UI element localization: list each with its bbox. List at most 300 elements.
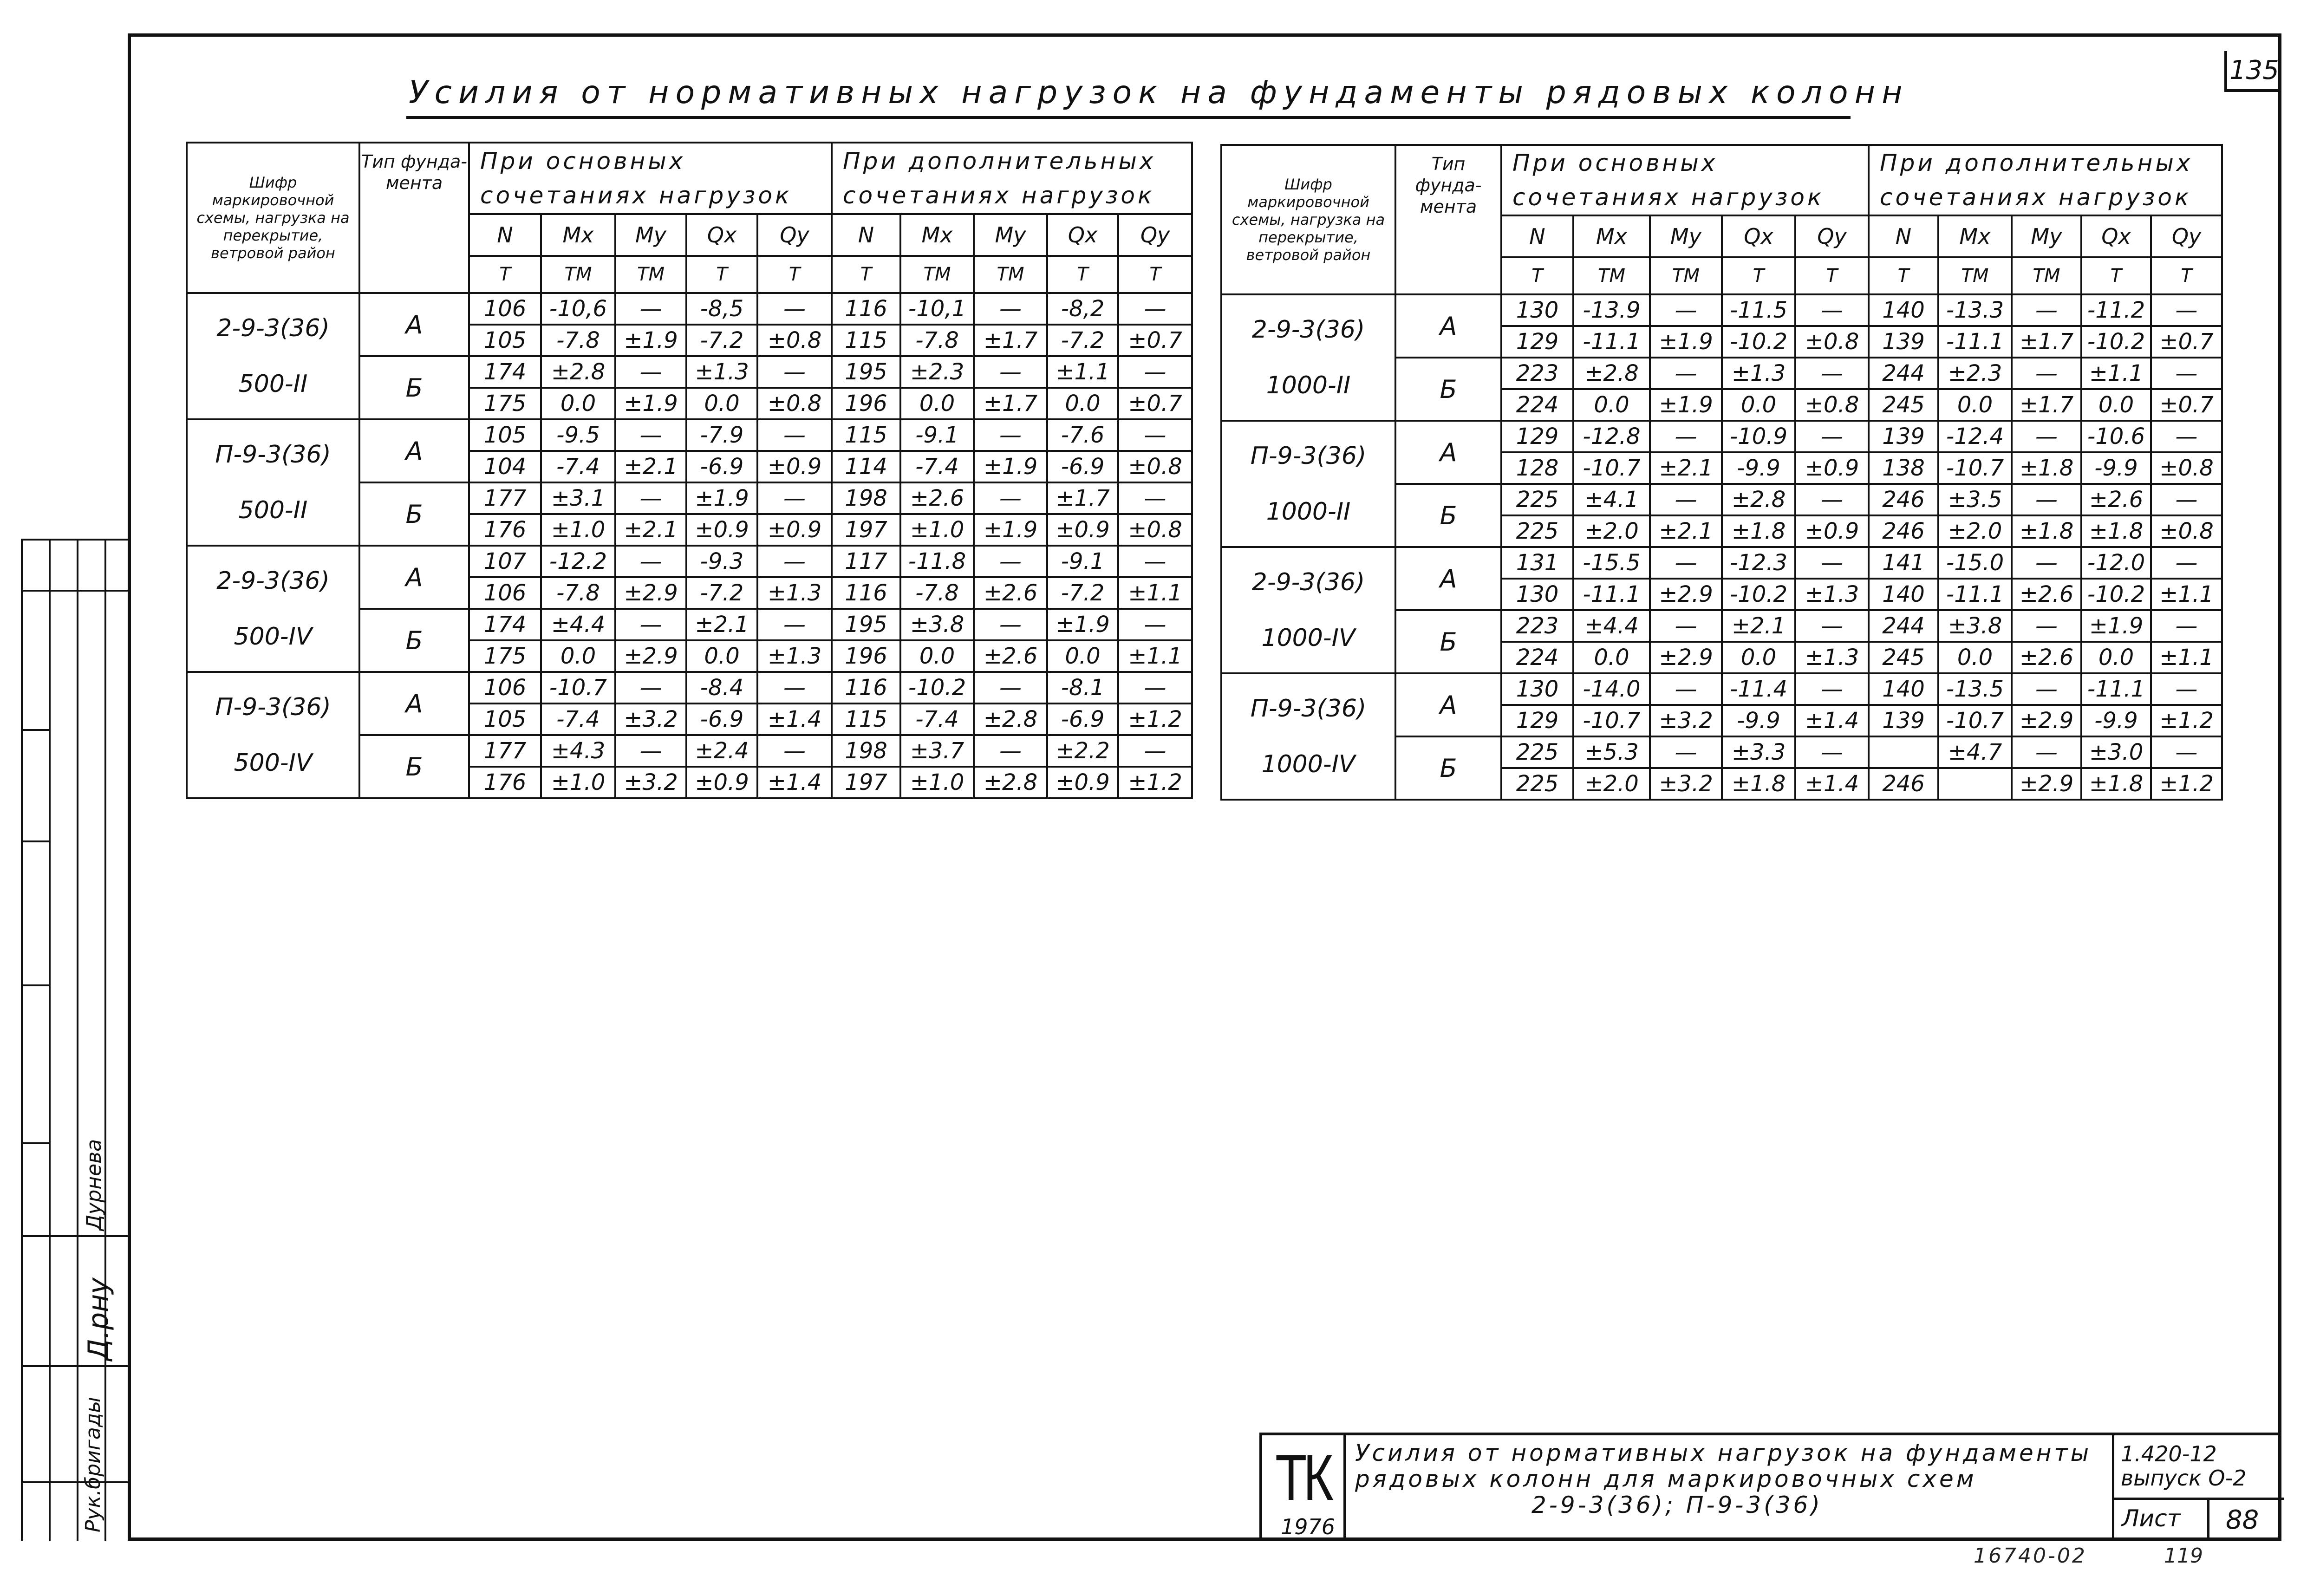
value-cell: — bbox=[615, 356, 686, 388]
value-cell: ±2.3 bbox=[1938, 358, 2012, 389]
value-cell: -7.4 bbox=[900, 451, 974, 482]
scheme-cell bbox=[1221, 673, 1395, 800]
foundation-type: А bbox=[1395, 673, 1501, 736]
value-cell: 140 bbox=[1869, 673, 1938, 705]
scheme-cell bbox=[187, 419, 359, 546]
value-cell: ±3.2 bbox=[1650, 768, 1722, 800]
value-cell: -7.9 bbox=[686, 419, 757, 451]
value-cell: ±2.6 bbox=[2081, 484, 2151, 515]
header-additional-combinations: При дополнительных сочетаниях нагрузок bbox=[1869, 145, 2222, 215]
description-line-2: рядовых колонн для маркировочных схем bbox=[1355, 1466, 1977, 1492]
value-cell bbox=[1938, 768, 2012, 800]
value-cell: — bbox=[2012, 294, 2081, 326]
value-cell: ±2.0 bbox=[1573, 768, 1650, 800]
value-cell: ±2.2 bbox=[1047, 735, 1118, 767]
value-cell: -11.2 bbox=[2081, 294, 2151, 326]
value-cell: -10.7 bbox=[1938, 705, 2012, 736]
value-cell: 139 bbox=[1869, 326, 1938, 358]
value-cell: 0.0 bbox=[1047, 640, 1118, 672]
value-cell: ±1.3 bbox=[686, 356, 757, 388]
unit-header: Т bbox=[1047, 256, 1118, 293]
value-cell: 246 bbox=[1869, 515, 1938, 547]
value-cell: ±3.8 bbox=[1938, 610, 2012, 642]
unit-header: ТМ bbox=[1650, 257, 1722, 294]
value-cell: ±0.8 bbox=[1795, 326, 1869, 358]
value-cell: -10.7 bbox=[1573, 452, 1650, 484]
value-cell: -9.9 bbox=[1722, 705, 1795, 736]
value-cell: 140 bbox=[1869, 579, 1938, 610]
value-cell: 130 bbox=[1501, 673, 1573, 705]
value-cell: — bbox=[1650, 610, 1722, 642]
value-cell: -6.9 bbox=[686, 704, 757, 735]
column-header: Qx bbox=[686, 214, 757, 256]
value-cell: 116 bbox=[832, 672, 900, 704]
value-cell: — bbox=[1118, 356, 1192, 388]
value-cell: ±1.1 bbox=[1118, 640, 1192, 672]
value-cell: -7.2 bbox=[686, 577, 757, 609]
value-cell: ±2.6 bbox=[974, 640, 1047, 672]
value-cell: — bbox=[615, 546, 686, 577]
unit-header: Т bbox=[686, 256, 757, 293]
value-cell: ±2.3 bbox=[900, 356, 974, 388]
stamp-signature: Д.рну bbox=[82, 1277, 115, 1361]
value-cell: — bbox=[1795, 547, 1869, 579]
value-cell: 174 bbox=[469, 609, 541, 640]
value-cell: — bbox=[757, 419, 832, 451]
value-cell: 174 bbox=[469, 356, 541, 388]
value-cell: ±1.8 bbox=[2012, 515, 2081, 547]
value-cell: -10.7 bbox=[1938, 452, 2012, 484]
value-cell: -12.3 bbox=[1722, 547, 1795, 579]
unit-header: Т bbox=[2151, 257, 2222, 294]
value-cell: ±1.8 bbox=[2012, 452, 2081, 484]
value-cell: -7.8 bbox=[541, 325, 615, 356]
value-cell: -8,5 bbox=[686, 293, 757, 325]
value-cell: ±4.3 bbox=[541, 735, 615, 767]
value-cell: — bbox=[974, 735, 1047, 767]
value-cell: ±2.9 bbox=[615, 640, 686, 672]
value-cell: — bbox=[974, 546, 1047, 577]
archive-page: 119 bbox=[2164, 1544, 2203, 1568]
value-cell: — bbox=[1650, 736, 1722, 768]
value-cell: — bbox=[1650, 673, 1722, 705]
header-foundation-type: Тип фунда- мента bbox=[1395, 145, 1501, 294]
value-cell: -10.2 bbox=[2081, 326, 2151, 358]
value-cell: 195 bbox=[832, 609, 900, 640]
unit-header: ТМ bbox=[900, 256, 974, 293]
column-header: N bbox=[469, 214, 541, 256]
value-cell: -13.5 bbox=[1938, 673, 2012, 705]
value-cell: -10.2 bbox=[2081, 579, 2151, 610]
value-cell: ±2.1 bbox=[615, 451, 686, 482]
value-cell: ±1.1 bbox=[2151, 579, 2222, 610]
value-cell: 223 bbox=[1501, 610, 1573, 642]
value-cell: ±1.0 bbox=[541, 767, 615, 798]
value-cell: — bbox=[2012, 736, 2081, 768]
value-cell: ±3.2 bbox=[615, 704, 686, 735]
unit-header: Т bbox=[1118, 256, 1192, 293]
value-cell: 245 bbox=[1869, 389, 1938, 421]
value-cell: — bbox=[1795, 736, 1869, 768]
value-cell: 117 bbox=[832, 546, 900, 577]
value-cell: — bbox=[2012, 610, 2081, 642]
value-cell: ±1.0 bbox=[541, 514, 615, 546]
value-cell: ±1.0 bbox=[900, 514, 974, 546]
value-cell: 225 bbox=[1501, 484, 1573, 515]
value-cell: ±2.1 bbox=[686, 609, 757, 640]
header-foundation-type: Тип фунда- мента bbox=[359, 143, 469, 293]
scheme-load: 500-II bbox=[238, 496, 308, 524]
value-cell: 105 bbox=[469, 419, 541, 451]
value-cell: ±1.9 bbox=[1650, 389, 1722, 421]
value-cell: ±1.3 bbox=[1722, 358, 1795, 389]
column-header: My bbox=[974, 214, 1047, 256]
unit-header: Т bbox=[469, 256, 541, 293]
value-cell: — bbox=[974, 609, 1047, 640]
value-cell: 104 bbox=[469, 451, 541, 482]
value-cell: ±1.4 bbox=[1795, 705, 1869, 736]
value-cell: 198 bbox=[832, 482, 900, 514]
value-cell: ±2.9 bbox=[1650, 642, 1722, 673]
value-cell: ±0.8 bbox=[1795, 389, 1869, 421]
value-cell: 0.0 bbox=[1573, 389, 1650, 421]
value-cell: ±2.8 bbox=[974, 767, 1047, 798]
value-cell: ±2.1 bbox=[1722, 610, 1795, 642]
value-cell: -13.9 bbox=[1573, 294, 1650, 326]
archive-code: 16740-02 bbox=[1974, 1544, 2087, 1568]
value-cell: ±1.7 bbox=[1047, 482, 1118, 514]
value-cell: ±2.0 bbox=[1938, 515, 2012, 547]
value-cell: -14.0 bbox=[1573, 673, 1650, 705]
value-cell: -9.1 bbox=[900, 419, 974, 451]
scheme-load: 1000-IV bbox=[1261, 750, 1356, 778]
unit-header: Т bbox=[1501, 257, 1573, 294]
sheet-label: Лист bbox=[2122, 1505, 2181, 1532]
value-cell: 138 bbox=[1869, 452, 1938, 484]
value-cell: ±1.8 bbox=[1722, 515, 1795, 547]
value-cell: -11.4 bbox=[1722, 673, 1795, 705]
value-cell: ±2.9 bbox=[1650, 579, 1722, 610]
value-cell: ±1.7 bbox=[2012, 326, 2081, 358]
value-cell: — bbox=[2151, 610, 2222, 642]
value-cell: -10.7 bbox=[1573, 705, 1650, 736]
scheme-cell bbox=[187, 546, 359, 672]
foundation-type: А bbox=[1395, 294, 1501, 358]
value-cell: ±2.0 bbox=[1573, 515, 1650, 547]
value-cell: ±1.3 bbox=[757, 640, 832, 672]
value-cell: -11.5 bbox=[1722, 294, 1795, 326]
value-cell: ±2.4 bbox=[686, 735, 757, 767]
scheme-code: П-9-3(36) bbox=[215, 693, 331, 721]
value-cell: 0.0 bbox=[541, 388, 615, 419]
column-header: Mx bbox=[1938, 215, 2012, 257]
foundation-type: Б bbox=[1395, 358, 1501, 421]
value-cell: 0.0 bbox=[686, 388, 757, 419]
value-cell: 129 bbox=[1501, 326, 1573, 358]
value-cell: — bbox=[757, 546, 832, 577]
value-cell: ±3.3 bbox=[1722, 736, 1795, 768]
column-header: N bbox=[1501, 215, 1573, 257]
header-cipher: Шифр маркировочной схемы, нагрузка на перекрытие, ветровой район bbox=[1221, 145, 1395, 294]
title-block-right bbox=[2112, 1435, 2284, 1541]
value-cell: — bbox=[2012, 547, 2081, 579]
value-cell: 141 bbox=[1869, 547, 1938, 579]
value-cell: -10.2 bbox=[1722, 579, 1795, 610]
table-row bbox=[187, 546, 1192, 577]
value-cell: 115 bbox=[832, 704, 900, 735]
header-basic-combinations: При основных сочетаниях нагрузок bbox=[1501, 145, 1869, 215]
value-cell: ±2.9 bbox=[2012, 705, 2081, 736]
forces-table-right bbox=[1220, 144, 2223, 801]
table-row bbox=[1221, 673, 2222, 705]
value-cell: 176 bbox=[469, 514, 541, 546]
value-cell: 130 bbox=[1501, 294, 1573, 326]
value-cell: — bbox=[1795, 610, 1869, 642]
scheme-code: 2-9-3(36) bbox=[216, 314, 330, 342]
foundation-type: Б bbox=[359, 609, 469, 672]
value-cell: -10.7 bbox=[541, 672, 615, 704]
page-title: Усилия от нормативных нагрузок на фундаменты рядовых колонн bbox=[409, 74, 1909, 111]
value-cell: ±1.9 bbox=[615, 388, 686, 419]
header-cipher: Шифр маркировочной схемы, нагрузка на перекрытие, ветровой район bbox=[187, 143, 359, 293]
value-cell: ±1.7 bbox=[2012, 389, 2081, 421]
forces-table-left bbox=[186, 142, 1193, 799]
value-cell: 246 bbox=[1869, 484, 1938, 515]
value-cell: ±1.1 bbox=[2081, 358, 2151, 389]
value-cell: — bbox=[974, 672, 1047, 704]
value-cell: -10.2 bbox=[1722, 326, 1795, 358]
scheme-load: 500-IV bbox=[234, 749, 313, 777]
value-cell: -7.4 bbox=[900, 704, 974, 735]
value-cell: ±1.9 bbox=[615, 325, 686, 356]
value-cell: 0.0 bbox=[1573, 642, 1650, 673]
column-header: Qy bbox=[2151, 215, 2222, 257]
value-cell: 197 bbox=[832, 767, 900, 798]
value-cell: — bbox=[1650, 547, 1722, 579]
value-cell: 225 bbox=[1501, 515, 1573, 547]
value-cell: 225 bbox=[1501, 736, 1573, 768]
value-cell: -6.9 bbox=[1047, 704, 1118, 735]
scheme-cell bbox=[1221, 547, 1395, 673]
value-cell: ±2.1 bbox=[1650, 515, 1722, 547]
value-cell: — bbox=[2151, 294, 2222, 326]
unit-header: Т bbox=[757, 256, 832, 293]
unit-header: ТМ bbox=[541, 256, 615, 293]
value-cell: -9.3 bbox=[686, 546, 757, 577]
value-cell: -12.2 bbox=[541, 546, 615, 577]
value-cell: — bbox=[1118, 293, 1192, 325]
value-cell: ±1.9 bbox=[1047, 609, 1118, 640]
unit-header: ТМ bbox=[615, 256, 686, 293]
column-header: My bbox=[615, 214, 686, 256]
value-cell: 140 bbox=[1869, 294, 1938, 326]
value-cell: -7.6 bbox=[1047, 419, 1118, 451]
value-cell: 131 bbox=[1501, 547, 1573, 579]
value-cell: 177 bbox=[469, 735, 541, 767]
column-header: My bbox=[1650, 215, 1722, 257]
value-cell: 105 bbox=[469, 704, 541, 735]
value-cell: 195 bbox=[832, 356, 900, 388]
column-header: My bbox=[2012, 215, 2081, 257]
unit-header: Т bbox=[832, 256, 900, 293]
value-cell: — bbox=[2151, 547, 2222, 579]
foundation-type: А bbox=[359, 672, 469, 735]
value-cell: ±0.9 bbox=[757, 451, 832, 482]
column-header: Qy bbox=[1118, 214, 1192, 256]
value-cell: ±2.6 bbox=[2012, 642, 2081, 673]
value-cell: — bbox=[1118, 735, 1192, 767]
value-cell: ±1.1 bbox=[1118, 577, 1192, 609]
title-underline bbox=[406, 116, 1851, 119]
value-cell: 128 bbox=[1501, 452, 1573, 484]
value-cell: ±3.2 bbox=[615, 767, 686, 798]
table-row bbox=[187, 293, 1192, 325]
value-cell: — bbox=[974, 293, 1047, 325]
value-cell: ±1.3 bbox=[757, 577, 832, 609]
value-cell: — bbox=[757, 356, 832, 388]
value-cell: — bbox=[1795, 358, 1869, 389]
value-cell: ±1.4 bbox=[757, 767, 832, 798]
value-cell: 106 bbox=[469, 577, 541, 609]
value-cell: ±1.4 bbox=[757, 704, 832, 735]
series-code: 1.420-12 bbox=[2121, 1441, 2217, 1466]
value-cell: ±1.3 bbox=[1795, 579, 1869, 610]
description-line-1: Усилия от нормативных нагрузок на фундаменты bbox=[1355, 1440, 2092, 1466]
value-cell: ±3.5 bbox=[1938, 484, 2012, 515]
value-cell: 0.0 bbox=[541, 640, 615, 672]
value-cell: -15.0 bbox=[1938, 547, 2012, 579]
tk-logo-text: ТК bbox=[1275, 1441, 1330, 1514]
value-cell: -8,2 bbox=[1047, 293, 1118, 325]
value-cell: — bbox=[757, 609, 832, 640]
value-cell: 246 bbox=[1869, 768, 1938, 800]
value-cell: ±3.8 bbox=[900, 609, 974, 640]
scheme-cell bbox=[187, 672, 359, 798]
value-cell: ±4.1 bbox=[1573, 484, 1650, 515]
value-cell: 106 bbox=[469, 293, 541, 325]
value-cell: — bbox=[1795, 421, 1869, 452]
column-header: Mx bbox=[1573, 215, 1650, 257]
table-row bbox=[1221, 421, 2222, 452]
value-cell: -11.1 bbox=[2081, 673, 2151, 705]
value-cell: — bbox=[1118, 609, 1192, 640]
value-cell: -12.0 bbox=[2081, 547, 2151, 579]
issue-label: выпуск О-2 bbox=[2121, 1466, 2247, 1491]
value-cell: — bbox=[2151, 673, 2222, 705]
value-cell: 116 bbox=[832, 577, 900, 609]
value-cell: ±3.2 bbox=[1650, 705, 1722, 736]
value-cell: 225 bbox=[1501, 768, 1573, 800]
value-cell: -7.8 bbox=[900, 577, 974, 609]
header-basic-combinations: При основных сочетаниях нагрузок bbox=[469, 143, 832, 214]
scheme-load: 500-II bbox=[238, 370, 308, 398]
scheme-load: 1000-IV bbox=[1261, 624, 1356, 652]
value-cell: — bbox=[757, 735, 832, 767]
column-header: Qx bbox=[1722, 215, 1795, 257]
foundation-type: А bbox=[1395, 421, 1501, 484]
value-cell: ±0.9 bbox=[1795, 452, 1869, 484]
value-cell: — bbox=[2151, 484, 2222, 515]
value-cell: -7.4 bbox=[541, 704, 615, 735]
scheme-code: П-9-3(36) bbox=[215, 441, 331, 469]
value-cell: ±0.8 bbox=[2151, 452, 2222, 484]
value-cell: ±0.7 bbox=[1118, 388, 1192, 419]
table-row bbox=[187, 672, 1192, 704]
value-cell: 0.0 bbox=[1047, 388, 1118, 419]
value-cell: 0.0 bbox=[1938, 389, 2012, 421]
value-cell: — bbox=[615, 293, 686, 325]
value-cell: 245 bbox=[1869, 642, 1938, 673]
value-cell: ±0.7 bbox=[1118, 325, 1192, 356]
value-cell: -8.1 bbox=[1047, 672, 1118, 704]
value-cell: -9.5 bbox=[541, 419, 615, 451]
value-cell: 139 bbox=[1869, 705, 1938, 736]
column-header: Mx bbox=[900, 214, 974, 256]
year: 1976 bbox=[1281, 1514, 1336, 1539]
scheme-load: 1000-II bbox=[1266, 371, 1351, 399]
foundation-type: А bbox=[359, 293, 469, 356]
value-cell: 224 bbox=[1501, 642, 1573, 673]
value-cell: ±0.8 bbox=[2151, 515, 2222, 547]
value-cell: 224 bbox=[1501, 389, 1573, 421]
value-cell: ±5.3 bbox=[1573, 736, 1650, 768]
value-cell: — bbox=[1650, 294, 1722, 326]
value-cell: -15.5 bbox=[1573, 547, 1650, 579]
value-cell: ±1.9 bbox=[974, 514, 1047, 546]
value-cell: 107 bbox=[469, 546, 541, 577]
value-cell: ±0.9 bbox=[1047, 514, 1118, 546]
value-cell: ±4.4 bbox=[1573, 610, 1650, 642]
value-cell: 244 bbox=[1869, 610, 1938, 642]
value-cell: 0.0 bbox=[900, 640, 974, 672]
foundation-type: А bbox=[1395, 547, 1501, 610]
value-cell: -9.9 bbox=[2081, 452, 2151, 484]
value-cell: 115 bbox=[832, 325, 900, 356]
value-cell: — bbox=[757, 293, 832, 325]
value-cell: ±0.9 bbox=[686, 514, 757, 546]
scheme-code: 2-9-3(36) bbox=[1251, 568, 1365, 596]
value-cell: — bbox=[1118, 419, 1192, 451]
value-cell: 115 bbox=[832, 419, 900, 451]
value-cell: ±1.2 bbox=[2151, 705, 2222, 736]
value-cell: 196 bbox=[832, 388, 900, 419]
value-cell: ±3.0 bbox=[2081, 736, 2151, 768]
title-block bbox=[1259, 1433, 2281, 1541]
sheet-number: 135 bbox=[2224, 51, 2281, 92]
value-cell: ±0.8 bbox=[1118, 451, 1192, 482]
value-cell: -7.2 bbox=[1047, 325, 1118, 356]
stamp-name: Дурнева bbox=[82, 1139, 106, 1231]
foundation-type: А bbox=[359, 546, 469, 609]
value-cell: -9.1 bbox=[1047, 546, 1118, 577]
value-cell: ±2.1 bbox=[1650, 452, 1722, 484]
value-cell: 0.0 bbox=[1722, 642, 1795, 673]
value-cell: — bbox=[615, 419, 686, 451]
value-cell: — bbox=[2012, 421, 2081, 452]
value-cell: — bbox=[1650, 358, 1722, 389]
value-cell: 129 bbox=[1501, 421, 1573, 452]
scheme-load: 1000-II bbox=[1266, 498, 1351, 526]
value-cell: ±0.8 bbox=[757, 325, 832, 356]
unit-header: ТМ bbox=[974, 256, 1047, 293]
value-cell: -12.4 bbox=[1938, 421, 2012, 452]
column-header: N bbox=[832, 214, 900, 256]
value-cell: 223 bbox=[1501, 358, 1573, 389]
scheme-code: 2-9-3(36) bbox=[216, 567, 330, 595]
value-cell: — bbox=[1795, 294, 1869, 326]
value-cell: -7.8 bbox=[900, 325, 974, 356]
value-cell: — bbox=[2012, 358, 2081, 389]
